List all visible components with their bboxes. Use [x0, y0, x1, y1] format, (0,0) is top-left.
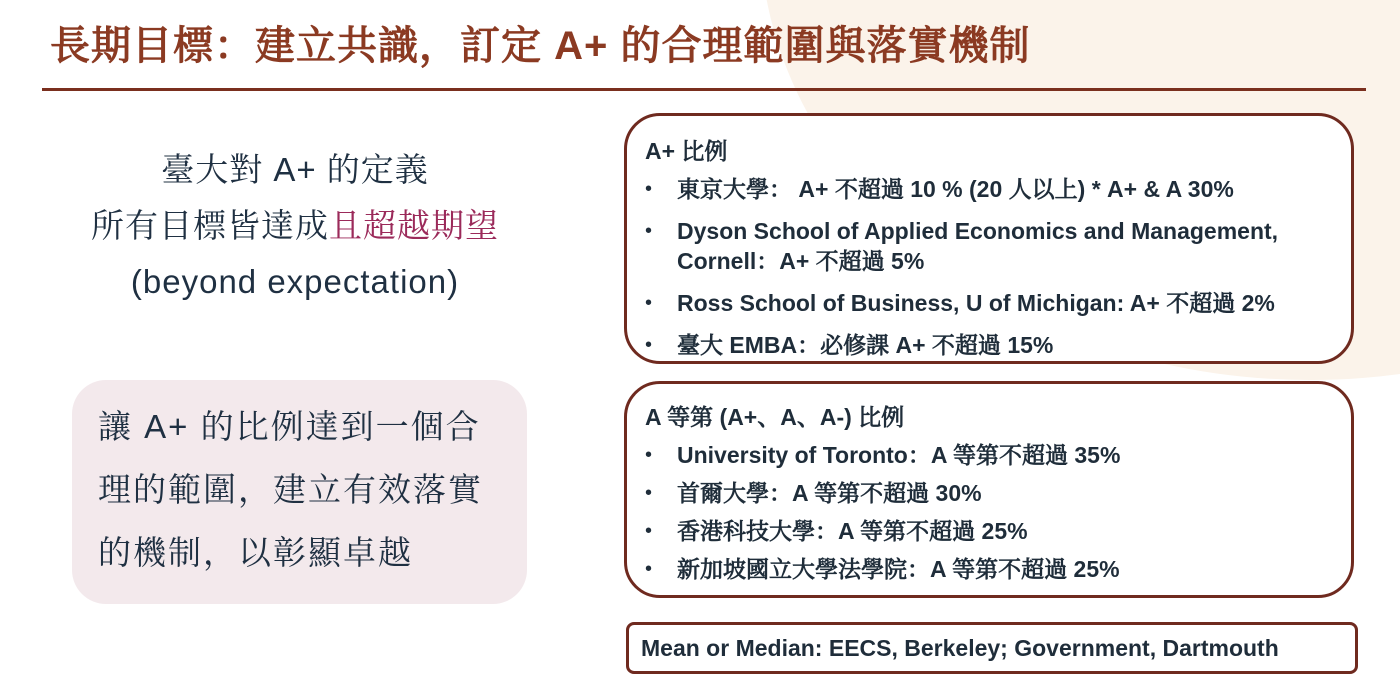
callout-line: 的機制，以彰顯卓越	[98, 534, 413, 571]
a-grade-ratio-title: A 等第 (A+、A、A-) 比例	[645, 404, 905, 430]
list-item: • 香港科技大學：A 等第不超過 25%	[645, 516, 1335, 546]
callout-line: 理的範圍，建立有效落實	[98, 471, 483, 508]
list-item: • Dyson School of Applied Economics and Management, Cornell：A+ 不超過 5%	[645, 216, 1335, 276]
a-grade-ratio-box	[624, 381, 1354, 598]
goal-callout	[72, 380, 527, 604]
aplus-definition	[40, 142, 550, 310]
definition-criteria-text: 所有目標皆達成	[91, 207, 329, 245]
a-grade-ratio-list	[645, 440, 1335, 584]
aplus-ratio-list	[645, 174, 1335, 360]
list-item: • University of Toronto：A 等第不超過 35%	[645, 440, 1335, 470]
definition-highlight: 且超越期望	[329, 207, 499, 245]
title-divider	[42, 88, 1366, 91]
list-item: • Ross School of Business, U of Michigan: A+ 不超過 2%	[645, 288, 1335, 318]
aplus-ratio-box	[624, 113, 1354, 364]
definition-heading: 臺大對 A+ 的定義	[161, 151, 429, 188]
callout-line: 讓 A+ 的比例達到一個合	[98, 408, 481, 445]
list-item: • 東京大學： A+ 不超過 10 % (20 人以上) * A+ & A 30%	[645, 174, 1335, 204]
page-title: 長期目標：建立共識，訂定 A+ 的合理範圍與落實機制	[50, 24, 1031, 68]
list-item: • 臺大 EMBA：必修課 A+ 不超過 15%	[645, 330, 1335, 360]
definition-english: (beyond expectation)	[130, 263, 460, 301]
list-item: • 新加坡國立大學法學院：A 等第不超過 25%	[645, 554, 1335, 584]
list-item: • 首爾大學：A 等第不超過 30%	[645, 478, 1335, 508]
aplus-ratio-title: A+ 比例	[645, 138, 728, 164]
mean-median-box: Mean or Median: EECS, Berkeley; Government, Dartmouth	[626, 622, 1358, 674]
definition-criteria	[40, 198, 550, 254]
